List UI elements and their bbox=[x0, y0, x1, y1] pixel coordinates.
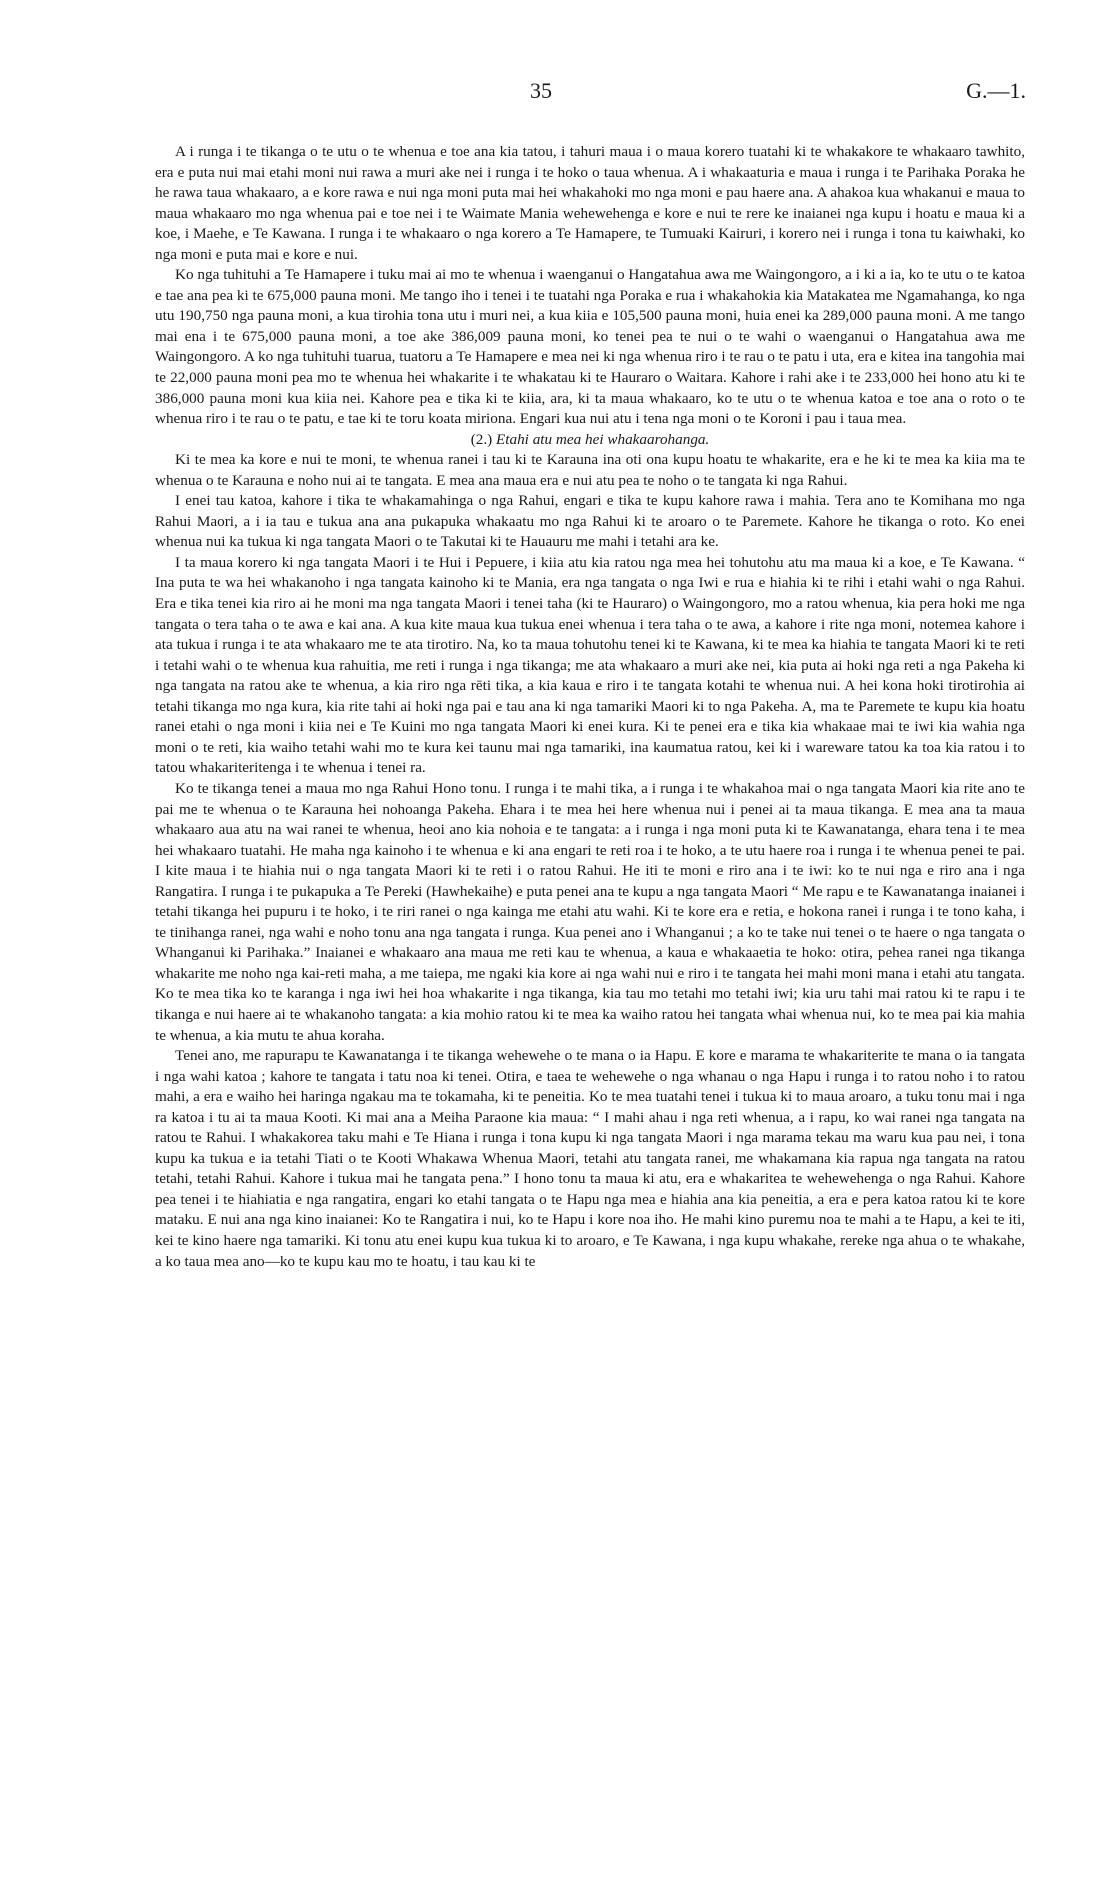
page-number: 35 bbox=[530, 78, 552, 103]
section-heading bbox=[155, 430, 1025, 451]
paragraph: Ko nga tuhituhi a Te Hamapere i tuku mai ai mo te whenua i waenganui o Hangatahua awa me Waingongoro, a i ki a ia, ko te utu o te katoa e tae ana pea ki te 675,000 pauna moni. Me tango iho i tenei i te tuatahi nga Poraka e rua i whakahokia kia Matakatea me Ngamahanga, ko nga utu 190,750 nga pauna moni, a kua tirohia tona utu i muri nei, a kua kiia e 105,500 pauna moni, huia enei ka 289,000 pauna moni. A me tango mai ena i te 675,000 pauna moni, a toe ake 386,009 pauna moni, ko tenei pea te nui o te wahi o waenganui o Hangatahua awa me Waingongoro. A ko nga tuhituhi tuarua, tuatoru a Te Hamapere e mea nei ki nga whenua riro i te rau o te patu i uta, era e kitea ina tangohia mai te 22,000 pauna moni pea mo te whenua hei whakarite i te whakatau ki te Hauraro o Waitara. Kahore i rahi ake i te 233,000 hei hono atu ki te 386,000 pauna moni kua kiia nei. Kahore pea e tika ki te kiia, ara, ki ta maua whakaaro, ko te utu o te whenua katoa e toe ana o roto o te whenua riro i te rau o te patu, e tae ki te toru koata miriona. Engari kua nui atu i tena nga moni o te Koroni i pau i taua mea. bbox=[155, 266, 1025, 428]
document-code: G.—1. bbox=[966, 78, 1026, 103]
paragraph: I ta maua korero ki nga tangata Maori i te Hui i Pepuere, i kiia atu kia ratou nga mea hei tohutohu atu ma maua ki a koe, e Te Kawana. “ Ina puta te wa hei whakanoho i nga tangata kainoho ki te Mania, era nga tangata o nga Iwi e rua e hiahia ki te rihi i etahi wahi o nga Rahui. Era e tika tenei kia riro ai he moni ma nga tangata Maori i tenei taha (ki te Hauraro) o Waingongoro, mo a ratou whenua, kia pera hoki me nga tangata o tera taha o te awa e kai ana. A kua kite maua kua tukua enei whenua i tera taha o te awa, a kahore i rite nga moni, notemea kahore i ata tukua i runga i te ata whakaaro me te ata tirotiro. Na, ko ta maua tohutohu tenei ki te Kawana, ki te mea ka hiahia te tangata Maori ki te reti i tetahi wahi o te whenua kua rahuitia, me reti i runga i nga tikanga; me ata whakaaro a muri ake nei, kia puta ai hoki nga reti a nga Pakeha ki nga tangata na ratou ake te whenua, a kia riro nga rēti tika, a kia kaua e riro i te tangata kotahi te whenua nui. A hei kona hoki tirotirohia ai tetahi tikanga mo nga kura, kia rite tahi ai hoki nga pai e tau ana ki nga tamariki Maori ki to nga Pakeha. A, ma te Paremete te kupu kia hoatu ranei etahi o nga moni i kiia nei e Te Kuini mo nga tangata Maori ki enei kura. Ki te penei era e tika kia whakaae mai te iwi kia wahia nga moni o te reti, kia waiho tetahi wahi mo te kura kei taunu mai nga tamariki, ina kaumatua ratou, kei ki i wareware tatou ka toa kia ratou i to tatou whakariteritenga i te whenua i tenei ra. bbox=[155, 553, 1025, 777]
section-number: (2.) bbox=[470, 430, 493, 448]
paragraph: Ko te tikanga tenei a maua mo nga Rahui Hono tonu. I runga i te mahi tika, a i runga i te whakahoa mai o nga tangata Maori kia rite ano te pai me te whenua o te Karauna hei nohoanga Pakeha. Ehara i te mea hei here whenua nui i penei ai ta maua tikanga. E mea ana ta maua whakaaro aua atu na wai ranei te whenua, heoi ano kia nohoia e te tangata: a i runga i nga moni puta ki te Kawanatanga, ehara tena i te mea hei whakaaro tuatahi. He maha nga kainoho i te whenua e ki ana engari te reti roa i te hoko, a te utu haere roa i runga i te whenua penei te pai. I kite maua i te hiahia nui o nga tangata Maori ki te reti i o ratou Rahui. He iti te moni e riro ana i te iwi: ko te nui nga e riro ana i nga Rangatira. I runga i te pukapuka a Te Pereki (Hawhekaihe) e puta penei ana te kupu a nga tangata Maori “ Me rapu e te Kawanatanga inaianei i tetahi tikanga hei pupuru i te hoko, i te riri ranei o nga kainga me etahi atu wahi. Ki te kore era e retia, e hokona ranei i runga i te tono kaha, i te tinihanga ranei, nga wahi e noho tonu ana nga tangata i runga. Kua penei ano i Whanganui ; a ko te take nui tenei o te haere o nga tangata o Whanganui ki Parihaka.” Inaianei e whakaaro ana maua me reti kau te whenua, a kaua e whakaaetia te hoko: otira, pehea ranei nga tikanga whakarite me noho nga kai-reti maha, a me taiepa, me ngaki kia kore ai nga wahi nui e riro i te tangata hei mahi moni mana i etahi atu tangata. Ko te mea tika ko te karanga i nga iwi hei hoa whakarite i nga tikanga, kia tau mo tetahi mo tetahi iwi; kia uru tahi mai ratou ki te rapu i te tikanga e nui haere ai te whakanoho tangata: a kia mohio ratou ki te mea ka waiho ratou hei tangata whai whenua nui, ko te mea pai kia mahia te whenua, a kia mutu te ahua koraha. bbox=[155, 779, 1025, 1044]
paragraph: Ki te mea ka kore e nui te moni, te whenua ranei i tau ki te Karauna ina oti ona kupu hoatu te whakarite, era e he ki te mea ka kiia ma te whenua o te Karauna e noho nui ai te tangata. E mea ana maua era e nui atu pea te noho o te tangata ki nga Rahui. bbox=[155, 451, 1025, 489]
paragraph: Tenei ano, me rapurapu te Kawanatanga i te tikanga wehewehe o te mana o ia Hapu. E kore e marama te whakariterite te mana o ia tangata i nga wahi katoa ; kahore te tangata i tatu noa ki tenei. Otira, e taea te wehewehe o nga whanau o nga Hapu i runga i to ratou noho i to ratou mahi, a era e waiho hei haringa ngakau ma te tokamaha, ki te peneitia. Ko te mea tuatahi tenei i tukua ki to maua aroaro, a tuku tonu mai i nga ra katoa i tu ai ta maua Kooti. Ki mai ana a Meiha Paraone kia maua: “ I mahi ahau i nga reti whenua, a i rapu, ko wai ranei nga tangata na ratou te Rahui. I whakakorea taku mahi e Te Hiana i runga i tona kupu ki nga tangata Maori i nga marama tekau ma waru kua pau nei, i tona kupu ka tukua e ia tetahi Tiati o te Kooti Whakawa Whenua Maori, tetahi atu tangata ranei, me whakamana kia rapua nga tangata na ratou tetahi, tetahi Rahui. Kahore i tukua mai he tangata pena.” I hono tonu ta maua ki atu, era e whakaritea te wehewehenga o nga Rahui. Kahore pea tenei i te hiahiatia e nga rangatira, engari ko etahi tangata o te Hapu nga mea e hiahia ana kia peneitia, a era e pera katoa ratou ki te kore mataku. E nui ana nga kino inaianei: Ko te Rangatira i nui, ko te Hapu i kore noa iho. He mahi kino puremu noa te mahi a te Hapu, a kei te iti, kei te kino haere nga tamariki. Ki tonu atu enei kupu kua tukua ki to aroaro, e Te Kawana, i nga kupu whakahe, rereke nga ahua o te whakahe, a ko taua mea ano—ko te kupu kau mo te hoatu, i tau kau ki te bbox=[155, 1047, 1025, 1270]
section-title: Etahi atu mea hei whakaarohanga. bbox=[496, 430, 710, 448]
paragraph: A i runga i te tikanga o te utu o te whenua e toe ana kia tatou, i tahuri maua i o maua korero tuatahi ki te whakakore te whakaaro tawhito, era e puta nui mai etahi moni nui rawa a muri ake nei i runga i te hoko o taua whenua. A i whakaaturia e maua i runga i te Parihaka Poraka he he rawa taua whakaaro, a e kore rawa e nui nga moni puta mai hei whakahoki mo nga moni e pau haere ana. A ahakoa kua whakanui e maua to maua whakaaro mo nga whenua pai e toe nei i te Waimate Mania wehewehenga e kore e nui te rere ke inaianei nga kupu i hoatu e maua ki a koe, i Maehe, e Te Kawana. I runga i te whakaaro o nga korero a Te Hamapere, te Tumuaki Kairuri, i korero nei i runga i tona tu kaiwhaki, ko nga moni e puta mai e kore e nui. bbox=[155, 143, 1025, 263]
page-header bbox=[0, 78, 1114, 108]
body-text bbox=[155, 142, 1025, 1272]
paragraph: I enei tau katoa, kahore i tika te whakamahinga o nga Rahui, engari e tika te kupu kahore rawa i mahia. Tera ano te Komihana mo nga Rahui Maori, a i ia tau e tukua ana ana pukapuka whakaatu mo nga Rahui ki te aroaro o te Paremete. Kahore he tikanga o roto. Ko enei whenua nui ka tukua ki nga tangata Maori o te Takutai ki te Hauauru me mahi i tetahi ara ke. bbox=[155, 492, 1025, 551]
